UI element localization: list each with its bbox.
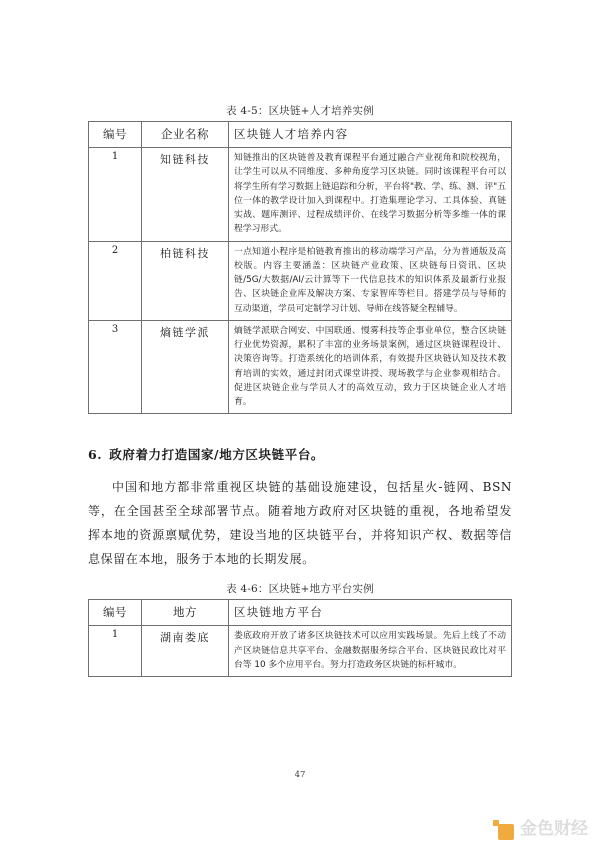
table-45-header-org: 企业名称 bbox=[142, 122, 229, 148]
table-46-row1-org: 湖南娄底 bbox=[142, 626, 229, 677]
table-46-header-no: 编号 bbox=[89, 600, 142, 626]
table-45-row1-content: 知链推出的区块链普及教育课程平台通过融合产业视角和院校视角，让学生可以从不同维度、多种角度学习区块链。同时该课程平台可以将学生所有学习数据上链追踪和分析，平台将"教、学、练、测、评"五位一体的教学设计加入到课程中。打造集理论学习、工具体验、真链实战、题库测评、过程成绩评价、在线学习数据分析等多维一体的课程学习形式。 bbox=[229, 148, 512, 242]
table-45-row2-org: 柏链科技 bbox=[142, 241, 229, 320]
table-45-row3-org: 熵链学派 bbox=[142, 320, 229, 414]
watermark bbox=[493, 819, 588, 840]
table-row bbox=[89, 626, 512, 677]
table-45-header-no: 编号 bbox=[89, 122, 142, 148]
table-row bbox=[89, 148, 512, 242]
table-45-header-content: 区块链人才培养内容 bbox=[229, 122, 512, 148]
table-46-row1-no: 1 bbox=[89, 626, 142, 677]
table-45-row1-no: 1 bbox=[89, 148, 142, 242]
section-heading-text: 政府着力打造国家/地方区块链平台。 bbox=[109, 447, 325, 463]
section-number: 6. bbox=[88, 447, 103, 463]
page-number: 47 bbox=[294, 770, 306, 780]
table-45-row1-org: 知链科技 bbox=[142, 148, 229, 242]
table-46-row1-content: 娄底政府开放了诸多区块链技术可以应用实践场景。先后上线了不动产区块链信息共享平台、金融数据服务综合平台、区块链民政比对平台等 10 多个应用平台。努力打造政务区块链的标杆城市。 bbox=[229, 626, 512, 677]
table-46-header-row bbox=[89, 600, 512, 626]
table-45-row3-no: 3 bbox=[89, 320, 142, 414]
table-row bbox=[89, 320, 512, 414]
table-46-caption: 表 4-6：区块链+地方平台实例 bbox=[226, 583, 374, 596]
section-paragraph: 中国和地方都非常重视区块链的基础设施建设，包括星火-链网、BSN 等，在全国甚至全球部署节点。随着地方政府对区块链的重视，各地希望发挥本地的资源禀赋优势，建设当地的区块链平台，并将知识产权、数据等信息保留在本地，服务于本地的长期发展。 bbox=[88, 480, 512, 567]
section-heading bbox=[88, 445, 512, 463]
table-45-row2-content: 一点知道小程序是柏链教育推出的移动端学习产品，分为普通版及高校版。内容主要涵盖：区块链产业政策、区块链每日资讯、区块链/5G/大数据/AI/云计算等下一代信息技术的知识体系及最新行业报告、区块链企业库及解决方案、专家智库等栏目。搭建学员与导师的互动渠道，学员可定制学习计划、导师在线答疑全程辅导。 bbox=[229, 241, 512, 320]
watermark-text: 金色财经 bbox=[520, 819, 588, 839]
table-46-header-org: 地方 bbox=[142, 600, 229, 626]
table-46-header-content: 区块链地方平台 bbox=[229, 600, 512, 626]
table-45-row2-no: 2 bbox=[89, 241, 142, 320]
table-45-row3-content: 熵链学派联合网安、中国联通、慢雾科技等企事业单位，整合区块链行业优势资源，累积了丰富的业务场景案例，通过区块链课程设计、决策咨询等。打造系统化的培训体系，有效提升区块链认知及技术教育培训的实效，通过封闭式课堂讲授、现场教学与企业参观相结合。促进区块链企业与学员人才的高效互动，致力于区块链企业人才培育。 bbox=[229, 320, 512, 414]
table-46 bbox=[88, 599, 512, 677]
table-45-header-row bbox=[89, 122, 512, 148]
jinse-logo-icon bbox=[493, 819, 514, 840]
table-row bbox=[89, 241, 512, 320]
table-45 bbox=[88, 121, 512, 414]
table-45-caption: 表 4-5：区块链+人才培养实例 bbox=[226, 105, 374, 117]
page-content bbox=[88, 0, 512, 677]
